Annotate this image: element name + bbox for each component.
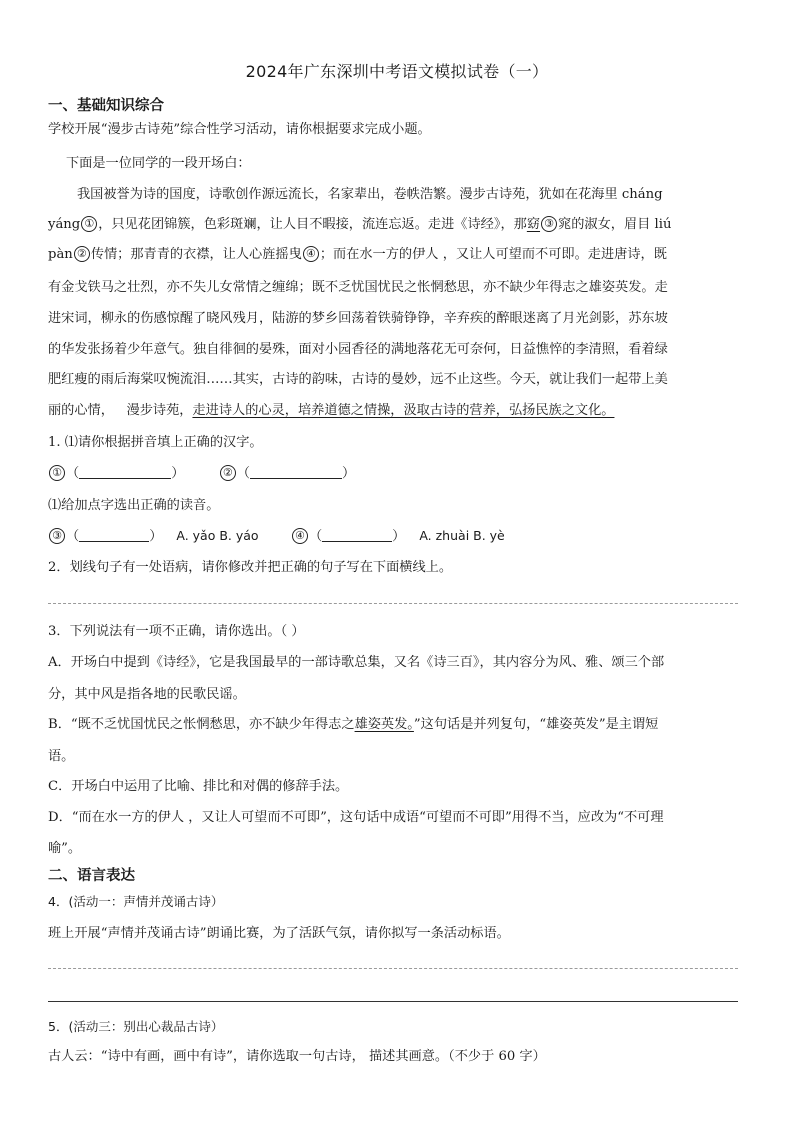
passage-text: ，只见花团锦簇，色彩斑斓，让人目不暇接，流连忘返。走进《诗经》，那 [98,217,527,232]
question-5-label: 5．(活动三：别出心裁品古诗） [48,1019,224,1034]
blank-marker-4: ④ [303,246,319,262]
option-b-line-1 [48,716,748,734]
section-heading-basic-knowledge: 一、基础知识综合 [48,98,164,114]
passage-lead: 下面是一位同学的一段开场白： [66,156,251,171]
dotted-char-yao: 窈 [526,217,541,232]
option-text: B．“既不乏忧国忧民之怅惘愁思，亦不缺少年得志之 [48,717,355,732]
blank-marker-1: ① [81,216,97,232]
option-d-line-2: 喻”。 [48,841,82,856]
passage-line-3 [48,246,748,264]
answer-blank-4[interactable] [322,527,392,542]
passage-line-1: 我国被誉为诗的国度，诗歌创作源远流长，名家辈出，卷帙浩繁。漫步古诗苑，犹如在花海里 cháng [77,187,663,202]
question-1-blanks: ① （ ） ② （ ） [48,464,748,483]
pinyin-liupan: pàn [48,247,73,262]
option-b-line-2: 语。 [48,749,75,764]
answer-line-q2[interactable] [48,603,738,604]
page-title: 2024年广东深圳中考语文模拟试卷（一） [245,62,549,81]
question-1-reading-choices: ③ （ ） A. yǎo B. yáo ④ （ ） A. zhuài B. yè [48,527,748,546]
passage-text: 传情；那青青的衣襟，让人心旌摇曳 [90,247,302,262]
answer-blank-3[interactable] [79,527,149,542]
option-c: C．开场白中运用了比喻、排比和对偶的修辞手法。 [48,779,349,794]
answer-blank-1[interactable] [79,464,171,479]
passage-line-5: 进宋词，柳永的伤感惊醒了晓风残月，陆游的梦乡回荡着铁骑铮铮，辛弃疾的醉眼迷离了月光剑影，苏东坡 [48,311,668,326]
answer-line-q4-1[interactable] [48,968,738,969]
underlined-phrase: 雄姿英发。 [354,717,414,732]
question-1-stem: 1. ⑴请你根据拼音填上正确的汉字。 [48,435,263,450]
answer-blank-2[interactable] [250,464,342,479]
reading-options-4: A. zhuài B. yè [419,528,505,543]
question-3-stem: 3．下列说法有一项不正确，请你选出。（ ） [48,624,305,639]
answer-marker-4: ④ [292,528,308,544]
answer-marker-1: ① [49,465,65,481]
answer-marker-3: ③ [49,528,65,544]
blank-marker-2: ② [74,246,90,262]
answer-line-q4-2[interactable] [48,1001,738,1002]
section-heading-language-expression: 二、语言表达 [48,868,135,884]
option-text: ”这句话是并列复句，“雄姿英发”是主谓短 [413,717,659,732]
passage-line-4: 有金戈铁马之壮烈，亦不失儿女常情之缠绵；既不乏忧国忧民之怅惘愁思，亦不缺少年得志之雄姿英发。走 [48,280,668,295]
question-4-text: 班上开展“声情并茂诵古诗”朗诵比赛，为了活跃气氛，请你拟写一条活动标语。 [48,926,510,941]
passage-line-7: 肥红瘦的雨后海棠叹惋流泪……其实，古诗的韵味，古诗的曼妙，远不止这些。今天，就让我们一起带上美 [48,372,668,387]
passage-line-2 [48,216,748,234]
passage-text: ；而在水一方的伊人 ，又让人可望而不可即。走进唐诗，既 [319,247,667,262]
question-5-text: 古人云：“诗中有画，画中有诗”，请你选取一句古诗， 描述其画意。（不少于 60 字） [48,1049,546,1064]
underlined-sentence: 走进诗人的心灵，培养道德之情操，汲取古诗的营养，弘扬民族之文化。 [192,403,615,418]
reading-options-3: A. yǎo B. yáo [176,528,259,543]
question-1-sub: ⑴给加点字选出正确的读音。 [48,498,220,513]
passage-line-8 [48,402,748,420]
question-4-label: 4．(活动一：声情并茂诵古诗） [48,894,224,909]
question-2-stem: 2．划线句子有一处语病，请你修改并把正确的句子写在下面横线上。 [48,560,453,575]
section-intro: 学校开展“漫步古诗苑”综合性学习活动，请你根据要求完成小题。 [48,122,431,137]
option-a-line-1: A．开场白中提到《诗经》，它是我国最早的一部诗歌总集，又名《诗三百》，其内容分为风、雅、颂三个部 [48,655,665,670]
answer-marker-2: ② [220,465,236,481]
blank-marker-3: ③ [541,216,557,232]
passage-text: 窕的淑女，眉目 liú [558,217,672,232]
option-d-line-1: D．“而在水一方的伊人 ，又让人可望而不可即”，这句话中成语“可望而不可即”用得不当，应改为“不可理 [48,810,664,825]
pinyin-changyang: yáng [48,217,81,232]
passage-text: 丽的心情， 漫步诗苑， [48,403,193,418]
option-a-line-2: 分，其中风是指各地的民歌民谣。 [48,687,246,702]
passage-line-6: 的华发张扬着少年意气。独自徘徊的晏殊，面对小园香径的满地落花无可奈何，日益憔悴的李清照，看着绿 [48,342,668,357]
